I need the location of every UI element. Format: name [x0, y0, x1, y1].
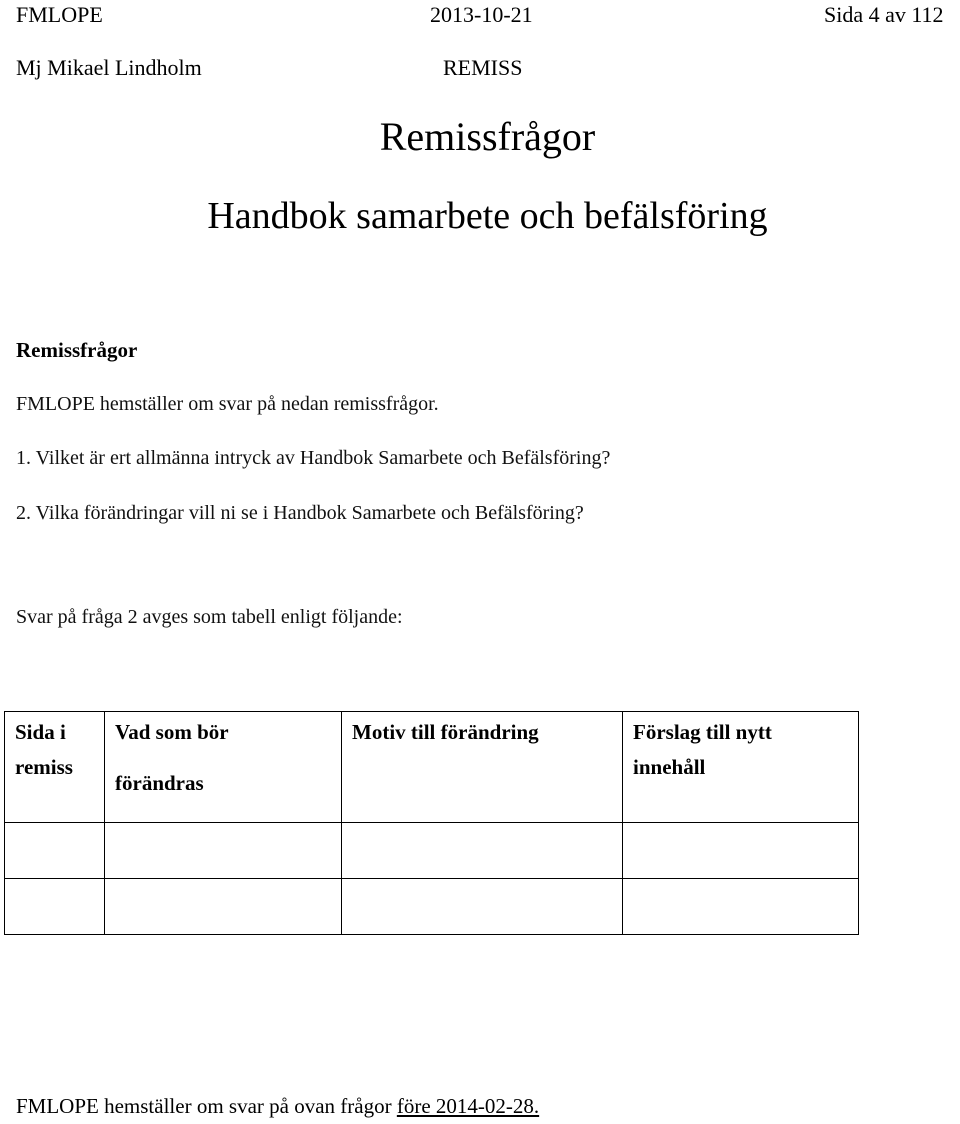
- footer-deadline: före 2014-02-28.: [396, 1094, 540, 1118]
- table-cell: [342, 879, 623, 935]
- answer-table: [4, 711, 859, 935]
- header-date: 2013-10-21: [430, 2, 533, 27]
- column-label-proposal-line2: innehåll: [633, 755, 706, 779]
- page-subtitle: Handbok samarbete och befälsföring: [207, 195, 768, 237]
- table-cell: [5, 879, 105, 935]
- table-cell: [342, 823, 623, 879]
- question-1: 1. Vilket är ert allmänna intryck av Handbok Samarbete och Befälsföring?: [16, 447, 611, 469]
- page-title: Remissfrågor: [379, 114, 596, 159]
- table-cell: [623, 879, 859, 935]
- header-org: FMLOPE: [16, 2, 103, 27]
- column-label-what-line2: förändras: [115, 771, 204, 795]
- table-cell: [5, 823, 105, 879]
- table-cell: [105, 879, 342, 935]
- column-label-what: Vad som bör: [115, 720, 229, 744]
- table-row: [5, 823, 859, 879]
- table-header-cell: [5, 712, 105, 823]
- question-2: 2. Vilka förändringar vill ni se i Handbok Samarbete och Befälsföring?: [16, 502, 584, 524]
- table-cell: [105, 823, 342, 879]
- column-label-proposal: Förslag till nytt: [633, 720, 772, 744]
- header-author: Mj Mikael Lindholm: [16, 55, 202, 80]
- column-label-motive: Motiv till förändring: [352, 720, 539, 744]
- table-header-row: [5, 712, 859, 823]
- header-page-number: Sida 4 av 112: [824, 2, 944, 27]
- table-cell: [623, 823, 859, 879]
- table-header-cell: [105, 712, 342, 823]
- table-header-cell: [623, 712, 859, 823]
- footer-request: [16, 1094, 539, 1119]
- footer-text: FMLOPE hemställer om svar på ovan frågor: [16, 1094, 397, 1118]
- table-row: [5, 879, 859, 935]
- column-label-page-line2: remiss: [15, 755, 73, 779]
- table-intro: Svar på fråga 2 avges som tabell enligt följande:: [16, 606, 403, 628]
- section-heading: Remissfrågor: [16, 338, 138, 362]
- header-doc-type: REMISS: [443, 55, 523, 80]
- section-intro: FMLOPE hemställer om svar på nedan remissfrågor.: [16, 393, 439, 415]
- column-label-page: Sida i: [15, 720, 66, 744]
- table-header-cell: [342, 712, 623, 823]
